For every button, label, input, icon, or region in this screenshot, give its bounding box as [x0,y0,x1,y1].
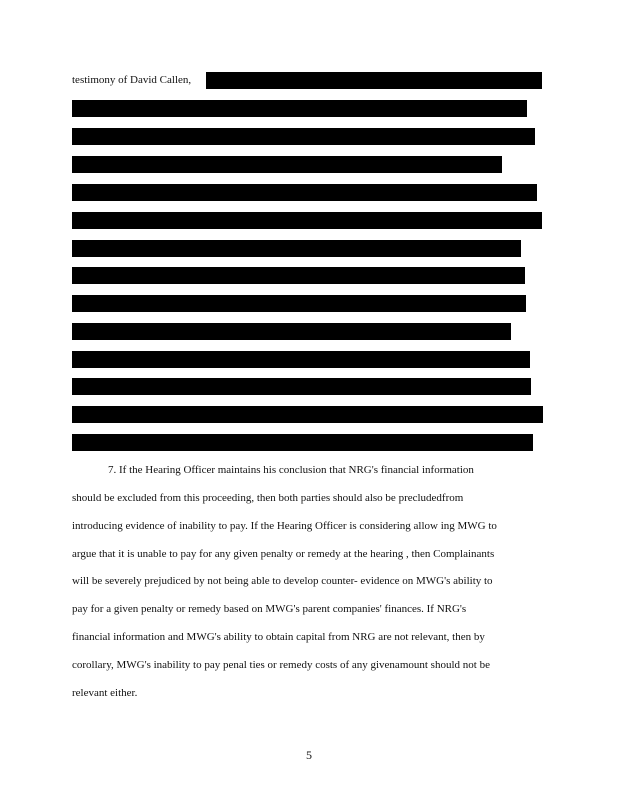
testimony-line: testimony of David Callen, [72,74,192,86]
redaction-bar [72,184,537,201]
redaction-bar [72,100,527,117]
redaction-bar [72,267,525,284]
paragraph-line: argue that it is unable to pay for any given penalty or remedy at the hearing , then Complainants [72,548,495,560]
redaction-bar [72,323,511,340]
paragraph-line: financial information and MWG's ability to obtain capital from NRG are not relevant, then by [72,631,485,643]
redaction-bar [72,378,531,395]
redaction-bar [72,406,543,423]
redaction-bar [72,212,542,229]
redaction-bar [72,156,502,173]
redaction-bar [206,72,542,89]
page-number: 5 [306,748,312,762]
paragraph-line: 7. If the Hearing Officer maintains his conclusion that NRG's financial information [108,464,474,476]
paragraph-line: relevant either. [72,687,138,699]
redaction-bar [72,128,535,145]
redaction-bar [72,434,533,451]
paragraph-line: pay for a given penalty or remedy based on MWG's parent companies' finances. If NRG's [72,603,467,615]
paragraph-line: introducing evidence of inability to pay. If the Hearing Officer is considering allow ing MWG to [72,520,497,532]
paragraph-line: should be excluded from this proceeding, then both parties should also be precludedfrom [72,492,464,504]
redaction-bar [72,351,530,368]
redaction-bar [72,240,521,257]
paragraph-line: corollary, MWG's inability to pay penal ties or remedy costs of any givenamount should not be [72,659,490,671]
redaction-bar [72,295,526,312]
paragraph-line: will be severely prejudiced by not being able to develop counter- evidence on MWG's ability to [72,575,493,587]
